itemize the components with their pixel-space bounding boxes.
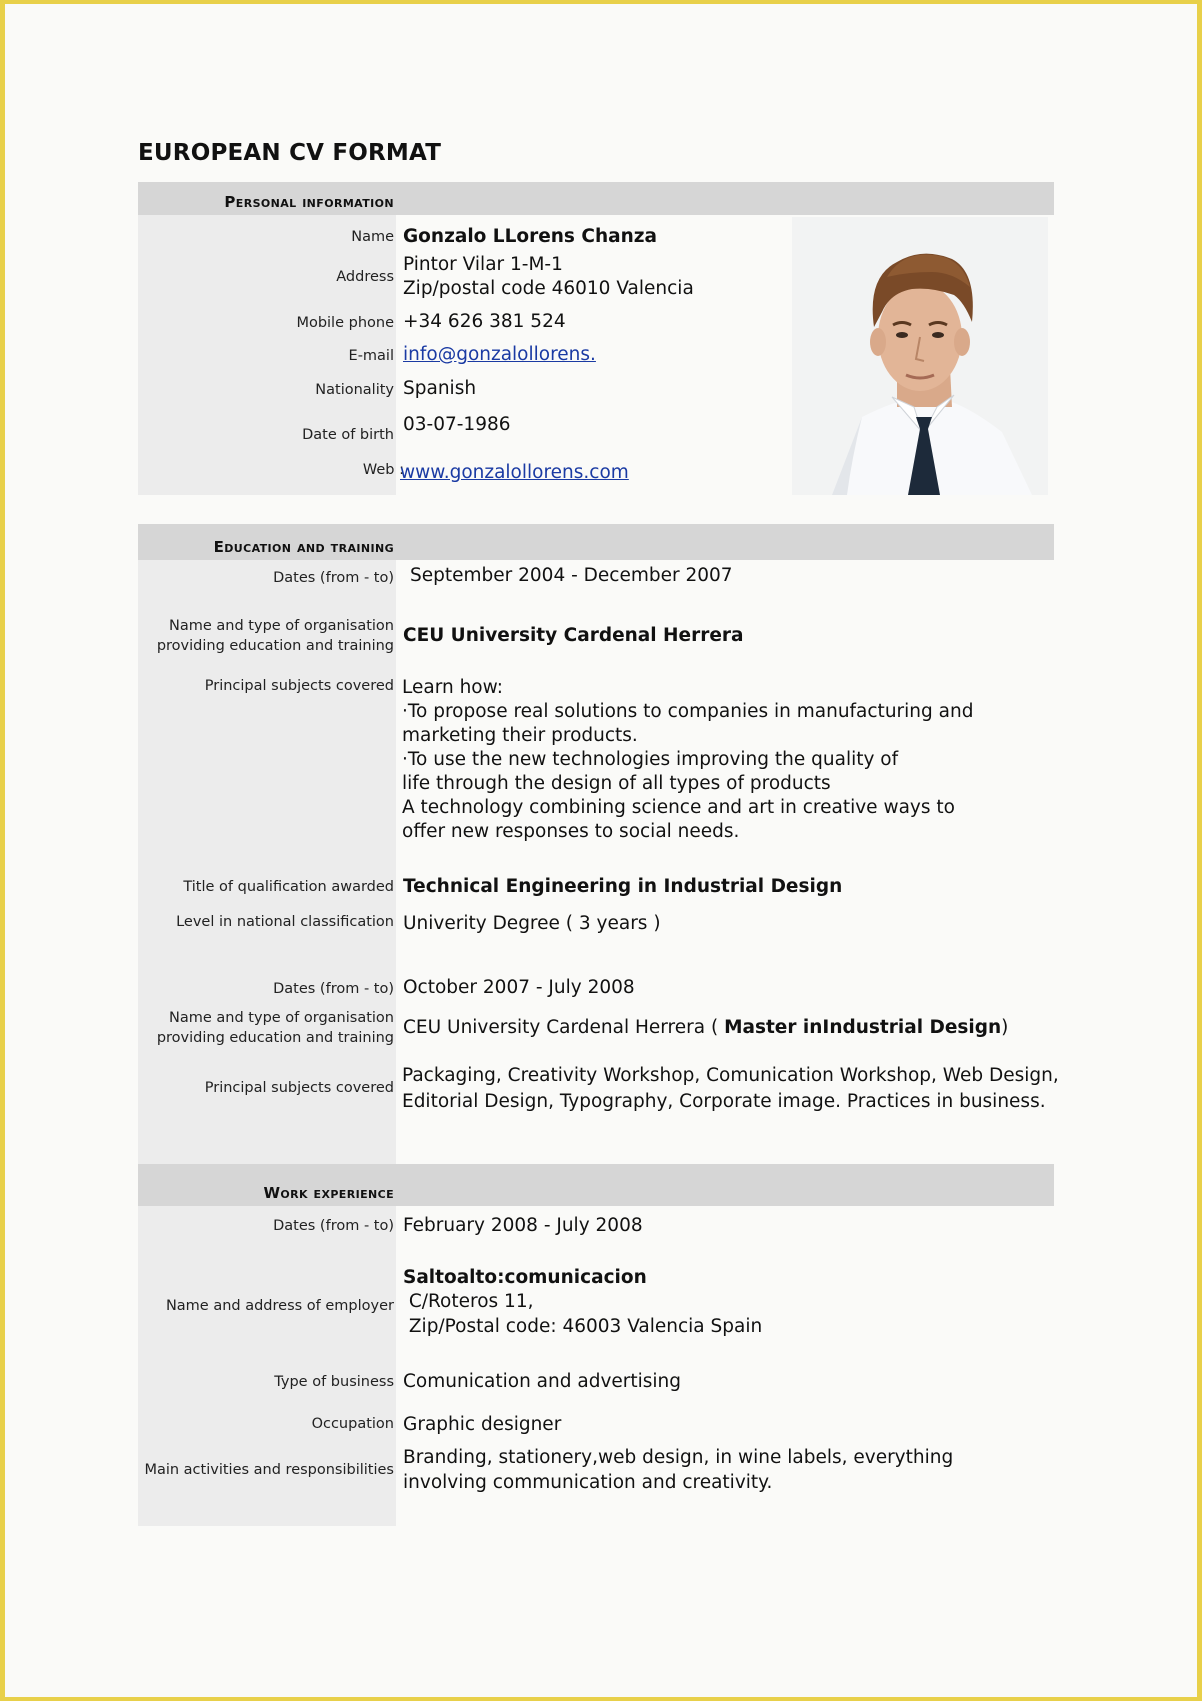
edu2-dates-value: October 2007 - July 2008 [403, 977, 635, 998]
email-label: E-mail [348, 348, 394, 364]
edu2-org-value [403, 1016, 1063, 1040]
edu1-subjects-label: Principal subjects covered [204, 678, 394, 694]
work-employer-name: Saltoalto:comunicacion [403, 1267, 647, 1288]
web-label: Web : [362, 462, 404, 478]
edu2-org-close: ) [1001, 1017, 1009, 1038]
profile-photo [792, 217, 1048, 495]
work-activities-label: Main activities and responsibilities [144, 1462, 394, 1478]
education-section-title: Education and training [213, 538, 394, 556]
nationality-value: Spanish [403, 378, 477, 399]
edu1-org-label-1: Name and type of organisation [169, 618, 394, 634]
edu1-subject-line-1: ·To propose real solutions to companies in manufacturing and [402, 701, 974, 722]
edu1-title-value: Technical Engineering in Industrial Design [403, 876, 843, 897]
edu1-level-label: Level in national classification [176, 914, 394, 930]
edu1-title-label: Title of qualification awarded [183, 879, 394, 895]
nationality-label: Nationality [315, 382, 394, 398]
work-section [138, 1164, 1054, 1526]
edu1-subject-line-6: offer new responses to social needs. [402, 821, 740, 842]
work-dates-label: Dates (from - to) [273, 1218, 394, 1234]
dob-label: Date of birth [302, 427, 394, 443]
address-label: Address [336, 269, 394, 285]
edu2-org-degree: Master inIndustrial Design [724, 1017, 1002, 1038]
name-value: Gonzalo LLorens Chanza [403, 226, 658, 247]
personal-section-title: Personal information [224, 193, 394, 211]
education-section-body [138, 560, 1059, 1164]
edu1-org-value: CEU University Cardenal Herrera [403, 625, 744, 646]
edu1-dates-label: Dates (from - to) [273, 570, 394, 586]
address-line1: Pintor Vilar 1-M-1 [403, 254, 563, 275]
edu2-subjects-label: Principal subjects covered [204, 1080, 394, 1096]
work-business-value: Comunication and advertising [403, 1371, 682, 1392]
web-link[interactable]: www.gonzalollorens.com [400, 462, 629, 483]
edu2-dates-label: Dates (from - to) [273, 981, 394, 997]
edu1-org-label-2: providing education and training [156, 638, 394, 654]
work-occupation-value: Graphic designer [403, 1414, 562, 1435]
edu1-level-value: Univerity Degree ( 3 years ) [403, 913, 661, 934]
edu2-org-label-1: Name and type of organisation [169, 1010, 394, 1026]
email-link[interactable]: info@gonzalollorens. [403, 344, 596, 365]
work-employer-addr1: C/Roteros 11, [403, 1291, 534, 1312]
work-activities-line1: Branding, stationery,web design, in wine labels, everything [403, 1447, 954, 1468]
edu1-subject-line-3: ·To use the new technologies improving the quality of [402, 749, 899, 770]
edu2-org-label-2: providing education and training [156, 1030, 394, 1046]
edu2-subjects-line1: Packaging, Creativity Workshop, Comunication Workshop, Web Design, [402, 1065, 1059, 1086]
edu1-dates-value: September 2004 - December 2007 [410, 565, 733, 586]
edu1-subject-line-4: life through the design of all types of products [402, 773, 831, 794]
education-section [138, 524, 1059, 1164]
dob-value: 03-07-1986 [403, 414, 511, 435]
edu1-subject-line-2: marketing their products. [402, 725, 638, 746]
work-business-label: Type of business [274, 1374, 394, 1390]
phone-label: Mobile phone [296, 315, 394, 331]
work-activities-line2: involving communication and creativity. [403, 1472, 773, 1493]
work-section-header [138, 1164, 1054, 1206]
work-employer-label: Name and address of employer [165, 1298, 394, 1314]
avatar-image [792, 217, 1048, 495]
work-dates-value: February 2008 - July 2008 [403, 1215, 643, 1236]
edu2-org-plain: CEU University Cardenal Herrera ( [403, 1017, 725, 1038]
edu1-subject-line-0: Learn how: [402, 677, 503, 698]
edu2-subjects-line2: Editorial Design, Typography, Corporate image. Practices in business. [402, 1091, 1046, 1112]
personal-section-header [138, 182, 1054, 215]
address-line2: Zip/postal code 46010 Valencia [403, 278, 694, 299]
edu1-subject-line-5: A technology combining science and art in creative ways to [402, 797, 955, 818]
document-title: EUROPEAN CV FORMAT [138, 140, 442, 166]
name-label: Name [351, 229, 394, 245]
work-section-title: Work experience [263, 1184, 394, 1202]
work-section-body [138, 1206, 1054, 1526]
work-employer-addr2: Zip/Postal code: 46003 Valencia Spain [403, 1316, 763, 1337]
work-occupation-label: Occupation [311, 1416, 394, 1432]
education-section-header [138, 524, 1054, 560]
phone-value: +34 626 381 524 [403, 311, 566, 332]
